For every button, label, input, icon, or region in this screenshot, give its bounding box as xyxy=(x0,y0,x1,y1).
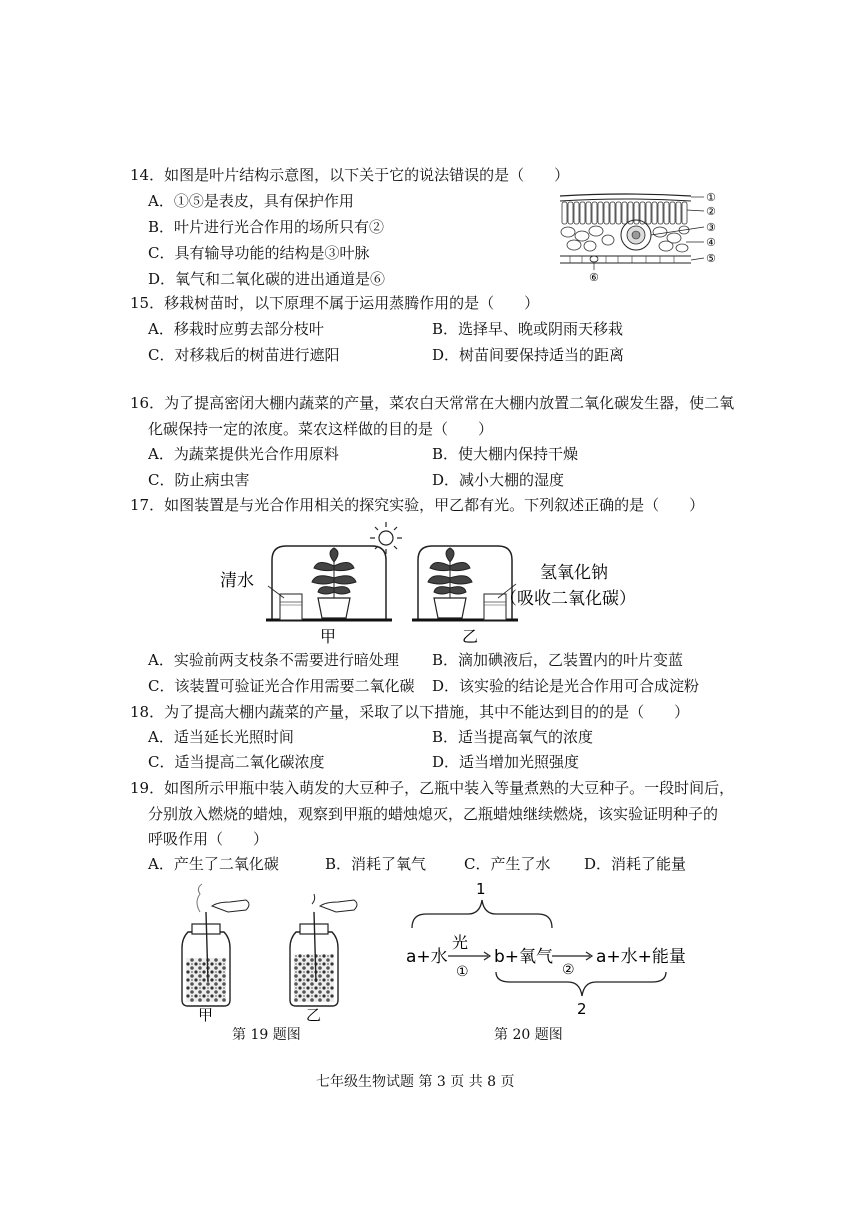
brace-bottom-number: 2 xyxy=(577,1000,587,1018)
q19-stem-line2: 分别放入燃烧的蜡烛，观察到甲瓶的蜡烛熄灭，乙瓶蜡烛继续燃烧，该实验证明种子的 xyxy=(148,805,719,823)
leaf-label-3: ③ xyxy=(706,221,716,234)
seed-jars-figure xyxy=(170,882,370,1022)
q15-option-d: D．树苗间要保持适当的距离 xyxy=(432,346,625,364)
leaf-label-2: ② xyxy=(706,205,716,218)
page-footer: 七年级生物试题 第 3 页 共 8 页 xyxy=(316,1074,515,1090)
leaf-label-1: ① xyxy=(706,191,716,204)
q18-stem: 18．为了提高大棚内蔬菜的产量，采取了以下措施，其中不能达到目的的是（ ） xyxy=(130,703,690,721)
brace-top-number: 1 xyxy=(476,880,486,898)
q14-stem: 14．如图是叶片结构示意图，以下关于它的说法错误的是（ ） xyxy=(130,166,570,184)
q19-stem-line1: 19．如图所示甲瓶中装入萌发的大豆种子，乙瓶中装入等量煮熟的大豆种子。一段时间后， xyxy=(130,779,735,797)
q16-option-a: A．为蔬菜提供光合作用原料 xyxy=(148,445,339,463)
q17-label-yi: 乙 xyxy=(462,627,479,646)
leaf-label-5: ⑤ xyxy=(706,252,716,265)
q19-option-d: D．消耗了能量 xyxy=(584,855,687,873)
eq-term-a-water-energy: a+水+能量 xyxy=(596,947,686,967)
q14-option-d: D．氧气和二氧化碳的进出通道是⑥ xyxy=(148,270,386,288)
jar-label-yi: 乙 xyxy=(306,1006,322,1022)
leaf-structure-figure xyxy=(556,188,726,284)
q17-option-d: D．该实验的结论是光合作用可合成淀粉 xyxy=(432,677,700,695)
jar-label-jia: 甲 xyxy=(198,1006,214,1022)
q17-option-b: B．滴加碘液后，乙装置内的叶片变蓝 xyxy=(432,651,684,669)
leaf-label-4: ④ xyxy=(706,236,716,249)
q18-option-d: D．适当增加光照强度 xyxy=(432,753,580,771)
eq-step-1: ① xyxy=(456,964,469,980)
q16-stem-line1: 16．为了提高密闭大棚内蔬菜的产量，菜农白天常常在大棚内放置二氧化碳发生器，使二氧 xyxy=(130,394,735,412)
q15-stem: 15．移栽树苗时，以下原理不属于运用蒸腾作用的是（ ） xyxy=(130,294,540,312)
eq-step-2: ② xyxy=(562,962,575,978)
q19-caption: 第 19 题图 xyxy=(232,1027,301,1043)
q15-option-b: B．选择早、晚或阴雨天移栽 xyxy=(432,320,624,338)
q17-label-jia: 甲 xyxy=(320,627,337,646)
q17-stem: 17．如图装置是与光合作用相关的探究实验，甲乙都有光。下列叙述正确的是（ ） xyxy=(130,496,705,514)
q14-option-a: A．①⑤是表皮，具有保护作用 xyxy=(148,192,354,210)
q19-option-c: C．产生了水 xyxy=(464,855,551,873)
eq-label-light: 光 xyxy=(452,933,469,952)
leaf-label-6: ⑥ xyxy=(589,271,599,284)
q16-option-b: B．使大棚内保持干燥 xyxy=(432,445,579,463)
q19-option-a: A．产生了二氧化碳 xyxy=(148,855,279,873)
q17-label-water: 清水 xyxy=(220,571,254,591)
q16-stem-line2: 化碳保持一定的浓度。菜农这样做的目的是（ ） xyxy=(148,420,494,438)
q18-option-a: A．适当延长光照时间 xyxy=(148,728,294,746)
q17-label-naoh: 氢氧化钠 xyxy=(540,563,608,583)
q18-option-c: C．适当提高二氧化碳浓度 xyxy=(148,753,325,771)
q15-option-c: C．对移栽后的树苗进行遮阳 xyxy=(148,346,340,364)
q17-label-absorb-co2: （吸收二氧化碳） xyxy=(500,589,636,609)
photosynthesis-experiment-figure xyxy=(210,518,660,646)
q19-stem-line3: 呼吸作用（ ） xyxy=(148,830,269,848)
q14-option-b: B．叶片进行光合作用的场所只有② xyxy=(148,218,385,236)
q18-option-b: B．适当提高氧气的浓度 xyxy=(432,728,594,746)
q16-option-c: C．防止病虫害 xyxy=(148,471,250,489)
q20-caption: 第 20 题图 xyxy=(494,1027,563,1043)
q17-option-c: C．该装置可验证光合作用需要二氧化碳 xyxy=(148,677,415,695)
q14-option-c: C．具有输导功能的结构是③叶脉 xyxy=(148,244,370,262)
q17-option-a: A．实验前两支枝条不需要进行暗处理 xyxy=(148,651,399,669)
q15-option-a: A．移栽时应剪去部分枝叶 xyxy=(148,320,324,338)
sun-icon xyxy=(370,522,402,554)
q19-option-b: B．消耗了氧气 xyxy=(325,855,427,873)
q16-option-d: D．减小大棚的湿度 xyxy=(432,471,565,489)
eq-term-a-water: a+水 xyxy=(406,947,448,967)
process-diagram-figure xyxy=(400,878,700,1020)
eq-term-b-oxygen: b+氧气 xyxy=(494,947,554,967)
